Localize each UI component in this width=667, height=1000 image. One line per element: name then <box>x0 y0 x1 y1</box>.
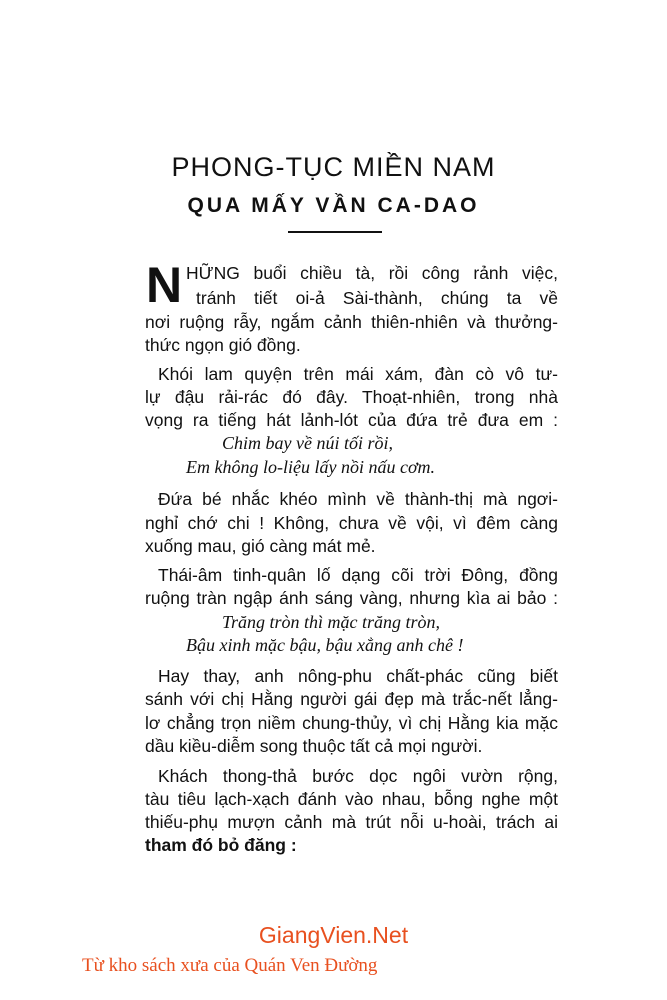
text-line: HỮNG buổi chiều tà, rồi công rảnh việc, <box>186 263 558 283</box>
text-line: nghỉ chớ chi ! Không, chưa về vội, vì đêm càng <box>145 513 558 533</box>
verse-line: Chim bay về núi tối rồi, <box>222 433 393 453</box>
text-line: Khách thong-thả bước dọc ngôi vườn rộng, <box>158 766 558 786</box>
text-line: dầu kiều-diễm song thuộc tất cả mọi người. <box>145 736 483 756</box>
text-line: thiếu-phụ mượn cảnh mà trút nỗi u-hoài, trách ai <box>145 812 558 832</box>
text-line: ruộng tràn ngập ánh sáng vàng, nhưng kìa ai bảo : <box>145 588 558 608</box>
page-title: PHONG-TỤC MIỀN NAM <box>171 152 496 182</box>
verse-line: Trăng tròn thì mặc trăng tròn, <box>222 612 441 632</box>
text-line: tàu tiêu lạch-xạch đánh vào nhau, bỗng nghe một <box>145 789 558 809</box>
page-subtitle: QUA MẤY VẦN CA-DAO <box>187 194 480 217</box>
text-line: lơ chẳng trọn niềm chung-thủy, vì chị Hằng kia mặc <box>145 713 558 733</box>
watermark-source: Từ kho sách xưa của Quán Ven Đường <box>82 955 378 976</box>
text-line: nơi ruộng rẫy, ngắm cảnh thiên-nhiên và thưởng- <box>145 312 558 332</box>
text-line: Khói lam quyện trên mái xám, đàn cò vô tư- <box>158 364 558 384</box>
text-line: thức ngọn gió đồng. <box>145 335 301 355</box>
verse-line: Em không lo-liệu lấy nồi nấu cơm. <box>186 457 436 477</box>
text-line: Hay thay, anh nông-phu chất-phác cũng biết <box>158 666 558 686</box>
text-line: vọng ra tiếng hát lảnh-lót của đứa trẻ đưa em : <box>145 410 558 430</box>
text-line: tham đó bỏ đăng : <box>145 835 297 855</box>
text-line: Thái-âm tinh-quân lố dạng cõi trời Đông, đồng <box>158 565 558 585</box>
text-line: tránh tiết oi-ả Sài-thành, chúng ta về <box>196 288 558 308</box>
title-divider <box>288 231 382 233</box>
text-line: xuống mau, gió càng mát mẻ. <box>145 536 376 556</box>
verse-line: Bậu xinh mặc bậu, bậu xẳng anh chê ! <box>186 635 464 655</box>
text-line: Đứa bé nhắc khéo mình về thành-thị mà ngơi- <box>158 489 558 509</box>
drop-cap: N <box>146 257 183 313</box>
text-line: sánh với chị Hằng người gái đẹp mà trắc-nết lẳng- <box>145 689 558 709</box>
watermark-site: GiangVien.Net <box>258 922 409 948</box>
text-line: lự đậu rải-rác đó đây. Thoạt-nhiên, trong nhà <box>145 387 558 407</box>
